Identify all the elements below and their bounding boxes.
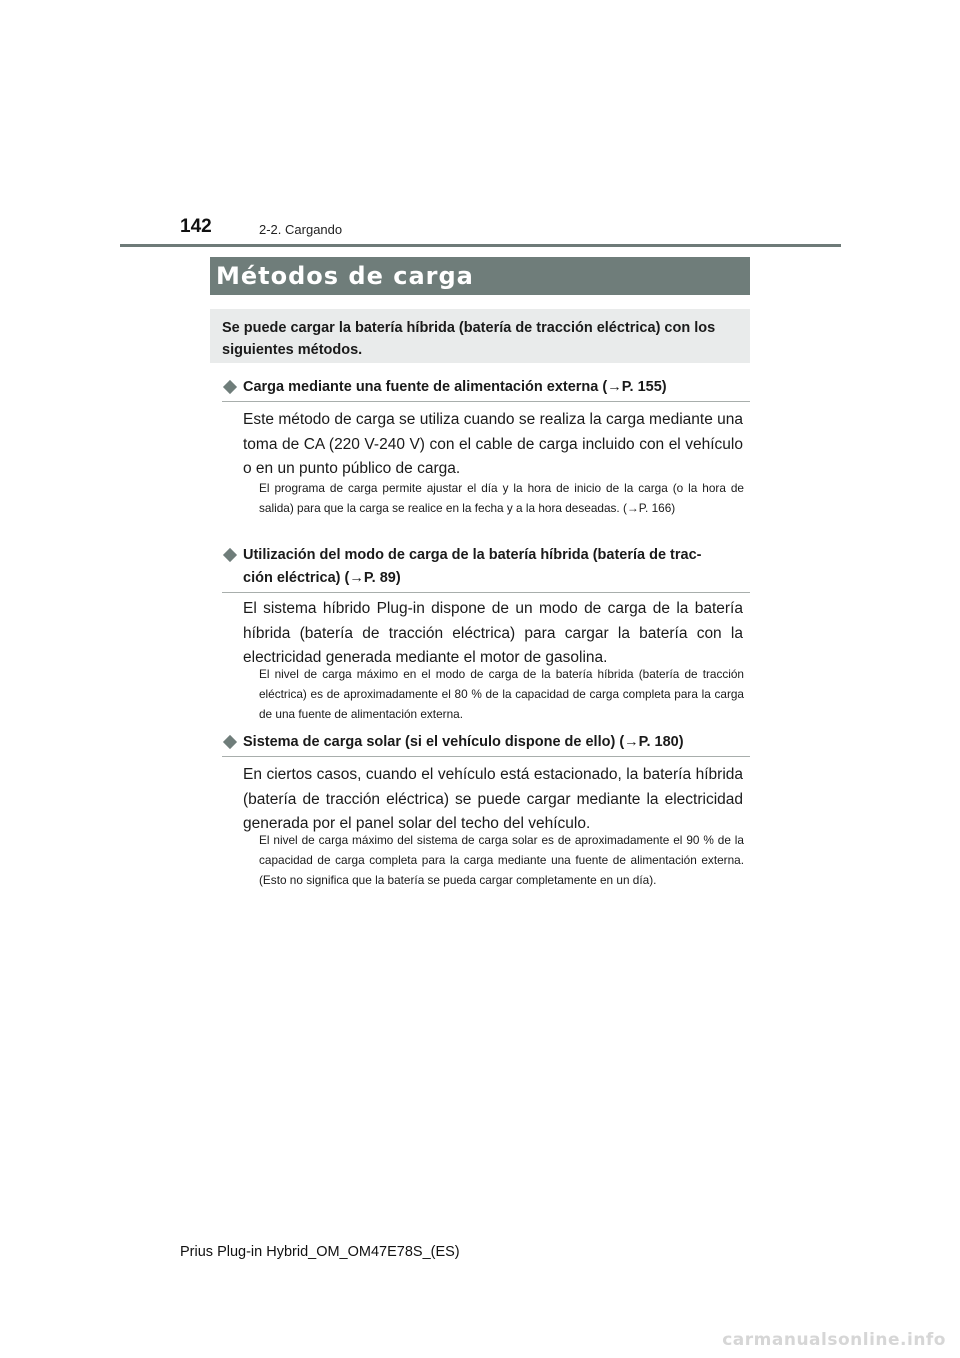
intro-box (210, 309, 750, 363)
item-3-note: El nivel de carga máximo del sistema de carga solar es de aproximadamente el 90 % de la capacidad de carga completa para la carga mediante una fuente de alimentación externa. (Esto no significa que la batería se pueda cargar completamente en un día). (259, 833, 744, 887)
footer-document-id: Prius Plug-in Hybrid_OM_OM47E78S_(ES) (180, 1244, 460, 1260)
item-3-heading-text: Sistema de carga solar (si el vehículo dispone de ello) (→P. 180) (243, 734, 684, 750)
item-3-heading (222, 731, 750, 757)
section-title: Métodos de carga (210, 257, 750, 295)
diamond-bullet-icon (223, 735, 237, 749)
item-2-heading-line1: Utilización del modo de carga de la batería híbrida (batería de trac- (243, 547, 702, 563)
watermark: carmanualsonline.info (722, 1330, 946, 1350)
chapter-breadcrumb: 2-2. Cargando (259, 222, 343, 237)
item-2-body: El sistema híbrido Plug-in dispone de un modo de carga de la batería híbrida (batería de tracción eléctrica) para cargar la batería con la electricidad generada mediante el motor de gasolina. (243, 600, 743, 666)
diamond-bullet-icon (223, 380, 237, 394)
item-2-heading-line2: ción eléctrica) (→P. 89) (243, 570, 401, 586)
item-3-body: En ciertos casos, cuando el vehículo está estacionado, la batería híbrida (batería de tracción eléctrica) se puede cargar mediante la electricidad generada por el panel solar del techo del vehículo. (243, 766, 743, 832)
item-2-note: El nivel de carga máximo en el modo de carga de la batería híbrida (batería de tracción eléctrica) es de aproximadamente el 80 % de la capacidad de carga completa para la carga de una fuente de alimentación externa. (259, 667, 744, 721)
page-number: 142 (180, 216, 212, 237)
item-1-note: El programa de carga permite ajustar el día y la hora de inicio de la carga (o la hora de salida) para que la carga se realice en la fecha y a la hora deseadas. (→P. 166) (259, 481, 744, 515)
item-1-heading-text: Carga mediante una fuente de alimentación externa (→P. 155) (243, 379, 667, 395)
header-divider (120, 244, 841, 247)
intro-text: Se puede cargar la batería híbrida (batería de tracción eléctrica) con los siguientes métodos. (222, 320, 716, 358)
item-2-heading (222, 544, 750, 593)
item-1-body: Este método de carga se utiliza cuando se realiza la carga mediante una toma de CA (220 V-240 V) con el cable de carga incluido con el vehículo o en un punto público de carga. (243, 411, 743, 477)
item-1-heading (222, 376, 750, 402)
diamond-bullet-icon (223, 548, 237, 562)
